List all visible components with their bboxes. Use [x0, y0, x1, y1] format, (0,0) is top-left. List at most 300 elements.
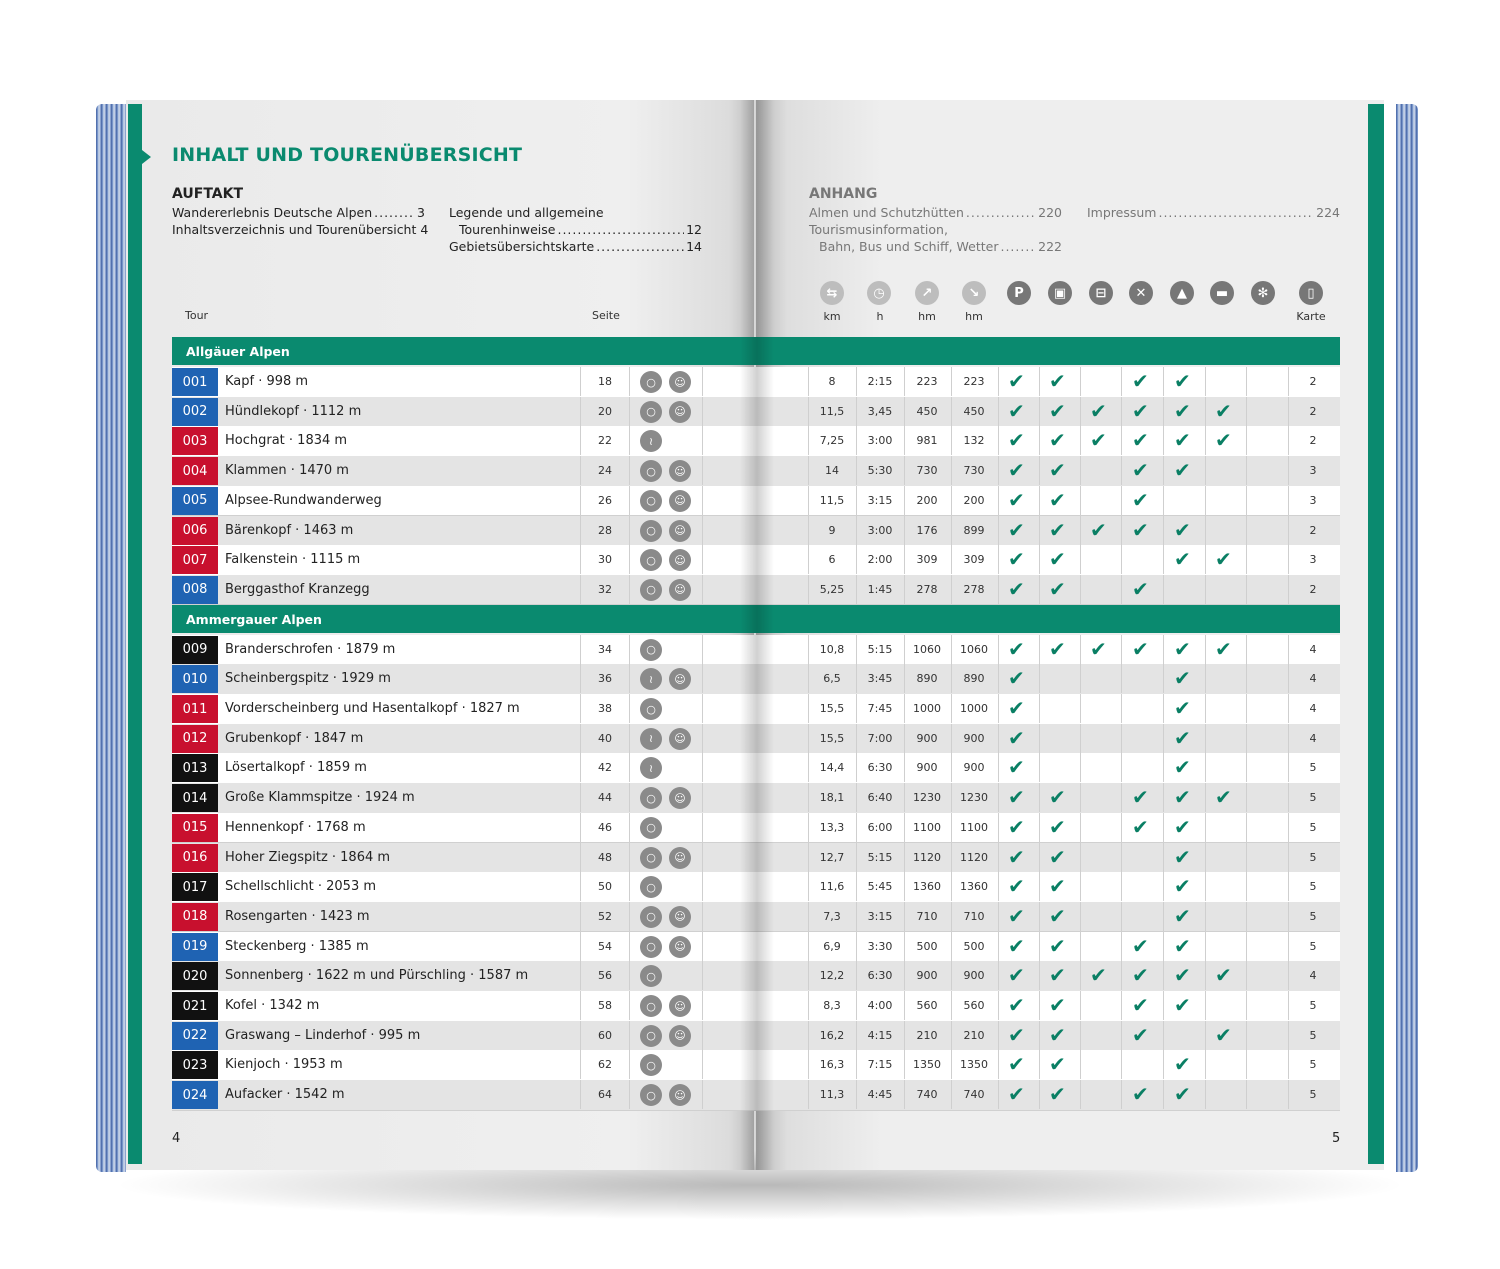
cell-divider [1121, 367, 1122, 396]
cell-divider [904, 456, 905, 485]
tour-number: 017 [172, 873, 218, 901]
tour-number: 008 [172, 576, 218, 604]
tour-name[interactable]: Kofel · 1342 m [225, 998, 320, 1013]
cell-divider [1039, 545, 1040, 574]
toc-entry-page: 222 [1038, 239, 1062, 254]
cell-divider [629, 516, 630, 545]
cell-divider [1080, 813, 1081, 842]
cell-divider [856, 843, 857, 872]
tour-h: 3:00 [867, 434, 893, 448]
check-icon: ✔ [1174, 755, 1191, 780]
tour-number: 016 [172, 844, 218, 872]
cell-divider [1163, 694, 1164, 723]
check-icon: ✔ [1008, 369, 1025, 393]
cell-divider [951, 872, 952, 901]
cell-divider [1205, 932, 1206, 961]
tour-page: 30 [598, 553, 612, 567]
cell-divider [1205, 575, 1206, 604]
cell-divider [856, 783, 857, 812]
cell-divider [1288, 694, 1289, 723]
cell-divider [808, 545, 809, 574]
cell-divider [1288, 991, 1289, 1020]
tour-page: 24 [598, 464, 612, 478]
cell-divider [856, 932, 857, 961]
cell-divider [1288, 1080, 1289, 1109]
cell-divider [1039, 902, 1040, 931]
tour-km: 15,5 [819, 702, 845, 715]
cell-divider [629, 843, 630, 872]
toc-entry-label: Tourenhinweise [459, 222, 556, 237]
loop-icon: ○ [640, 1054, 662, 1076]
cell-divider [629, 932, 630, 961]
cell-divider [951, 426, 952, 455]
difficulty-wave-icon: ≀ [640, 757, 662, 779]
cell-divider [1205, 635, 1206, 664]
cell-divider [1080, 486, 1081, 515]
tour-down: 1000 [960, 702, 988, 715]
cell-divider [1080, 872, 1081, 901]
cell-divider [1288, 545, 1289, 574]
toc-leader [596, 238, 684, 255]
tour-h: 3:30 [867, 939, 893, 953]
tour-page: 26 [598, 493, 612, 507]
cell-divider [1039, 1050, 1040, 1079]
toc-entry[interactable] [1087, 204, 1340, 221]
tour-karte: 3 [1309, 493, 1317, 507]
tour-name[interactable]: Aufacker · 1542 m [225, 1087, 345, 1103]
cell-divider [1121, 783, 1122, 812]
unit-hm-down: hm [965, 310, 983, 323]
cell-divider [1163, 753, 1164, 782]
loop-icon: ○ [640, 371, 662, 393]
toc-entry[interactable] [809, 238, 1062, 255]
cell-divider [629, 991, 630, 1020]
tour-page: 44 [598, 791, 612, 805]
toc-entry[interactable] [449, 204, 702, 221]
check-icon: ✔ [1174, 666, 1191, 691]
map-icon: ▯ [1299, 281, 1323, 305]
cell-divider [1039, 932, 1040, 961]
check-icon: ✔ [1008, 874, 1025, 899]
cell-divider [998, 664, 999, 693]
page-number-right: 5 [1332, 1131, 1341, 1146]
tour-up: 450 [916, 404, 938, 418]
check-icon: ✔ [1132, 517, 1149, 542]
snow-icon: ✻ [1251, 281, 1275, 305]
cell-divider [808, 1021, 809, 1050]
cell-divider [1039, 872, 1040, 901]
loop-icon: ○ [640, 936, 662, 958]
toc-entry-label: Bahn, Bus und Schiff, Wetter [819, 239, 999, 254]
anhang-list-2 [1087, 204, 1340, 221]
tour-karte: 4 [1309, 731, 1317, 745]
loop-icon: ○ [640, 698, 662, 720]
cell-divider [1039, 397, 1040, 426]
cell-divider [1246, 783, 1247, 812]
cell-divider [702, 1021, 703, 1050]
toc-entry-label: Gebietsübersichtskarte [449, 239, 595, 254]
cell-divider [702, 575, 703, 604]
tour-km: 9 [828, 523, 836, 537]
cell-divider [1121, 813, 1122, 842]
tour-h: 4:15 [867, 1028, 893, 1042]
cell-divider [856, 1021, 857, 1050]
check-icon: ✔ [1215, 428, 1232, 453]
tour-down: 900 [963, 731, 985, 745]
toc-entry[interactable] [809, 221, 1062, 238]
check-icon: ✔ [1174, 547, 1191, 572]
toc-entry[interactable] [172, 204, 425, 221]
cell-divider [808, 961, 809, 990]
toc-leader [374, 204, 415, 221]
check-icon: ✔ [1174, 517, 1191, 542]
tour-karte: 4 [1309, 702, 1317, 715]
cell-divider [1205, 724, 1206, 753]
cell-divider [808, 486, 809, 515]
cell-divider [629, 664, 630, 693]
cell-divider [998, 783, 999, 812]
cell-divider [1288, 635, 1289, 664]
loop-icon: ○ [640, 549, 662, 571]
cell-divider [580, 843, 581, 872]
cell-divider [856, 991, 857, 1020]
tour-h: 3:15 [867, 493, 893, 507]
tour-down: 900 [963, 761, 985, 775]
cell-divider [580, 397, 581, 426]
check-icon: ✔ [1049, 874, 1066, 899]
cell-divider [904, 753, 905, 782]
tour-name[interactable]: Lösertalkopf · 1859 m [225, 760, 367, 776]
tour-page: 18 [598, 375, 612, 388]
tour-up: 890 [916, 672, 938, 686]
check-icon: ✔ [1132, 636, 1149, 661]
cell-divider [629, 1021, 630, 1050]
cell-divider [1163, 635, 1164, 664]
tour-karte: 5 [1309, 1028, 1317, 1042]
cell-divider [1039, 1021, 1040, 1050]
cell-divider [998, 575, 999, 604]
cell-divider [1121, 724, 1122, 753]
tour-h: 2:00 [867, 553, 893, 567]
loop-icon: ○ [640, 490, 662, 512]
cell-divider [1163, 1050, 1164, 1079]
tour-km: 5,25 [819, 582, 845, 596]
tour-down: 132 [963, 434, 985, 448]
tour-up: 1360 [913, 880, 941, 894]
cell-divider [1288, 813, 1289, 842]
cell-divider [808, 426, 809, 455]
tour-name[interactable]: Alpsee-Rundwanderweg [225, 492, 382, 508]
tour-name[interactable]: Sonnenberg · 1622 m und Pürschling · 1587 m [225, 968, 529, 984]
cell-divider [951, 783, 952, 812]
check-icon: ✔ [1008, 398, 1025, 423]
cell-divider [951, 1050, 952, 1079]
check-icon: ✔ [1215, 636, 1232, 661]
cell-divider [808, 1050, 809, 1079]
tour-up: 200 [916, 493, 938, 507]
loop-icon: ○ [640, 787, 662, 809]
check-icon: ✔ [1008, 666, 1025, 691]
tour-h: 3:15 [867, 909, 893, 923]
tour-name[interactable]: Branderschrofen · 1879 m [225, 641, 396, 657]
bear-icon: ☺ [669, 995, 691, 1017]
bear-icon: ☺ [669, 1084, 691, 1106]
tour-page: 64 [598, 1088, 612, 1102]
cell-divider [1246, 635, 1247, 664]
tour-number: 018 [172, 903, 218, 931]
check-icon: ✔ [1174, 993, 1191, 1017]
cell-divider [856, 486, 857, 515]
cell-divider [951, 545, 952, 574]
cell-divider [1288, 486, 1289, 515]
check-icon: ✔ [1215, 547, 1232, 572]
tour-name[interactable]: Kapf · 998 m [225, 374, 309, 389]
cell-divider [1039, 961, 1040, 990]
check-icon: ✔ [1215, 398, 1232, 423]
toc-entry-label: Almen und Schutzhütten [809, 205, 964, 220]
cell-divider [951, 902, 952, 931]
cell-divider [856, 724, 857, 753]
cell-divider [998, 843, 999, 872]
cell-divider [1039, 516, 1040, 545]
check-icon: ✔ [1174, 428, 1191, 453]
cell-divider [808, 932, 809, 961]
check-icon: ✔ [1132, 1022, 1149, 1047]
tour-name[interactable]: Hennenkopf · 1768 m [225, 819, 366, 835]
cell-divider [1121, 872, 1122, 901]
cell-divider [951, 991, 952, 1020]
tour-name[interactable]: Große Klammspitze · 1924 m [225, 790, 415, 806]
cell-divider [1246, 486, 1247, 515]
tour-number: 006 [172, 517, 218, 545]
check-icon: ✔ [1049, 1082, 1066, 1107]
cell-divider [1080, 843, 1081, 872]
cell-divider [998, 426, 999, 455]
cell-divider [998, 724, 999, 753]
cell-divider [702, 397, 703, 426]
cell-divider [1121, 991, 1122, 1020]
check-icon: ✔ [1215, 1022, 1232, 1047]
toc-entry[interactable] [809, 204, 1062, 221]
cell-divider [1163, 961, 1164, 990]
cell-divider [904, 575, 905, 604]
tour-number: 002 [172, 398, 218, 426]
check-icon: ✔ [1132, 369, 1149, 393]
difficulty-wave-icon: ≀ [640, 728, 662, 750]
unit-km: km [823, 310, 841, 323]
unit-karte: Karte [1296, 310, 1326, 323]
unit-hm-up: hm [918, 310, 936, 323]
tour-name[interactable]: Falkenstein · 1115 m [225, 552, 361, 568]
tour-number: 013 [172, 754, 218, 782]
cell-divider [1039, 753, 1040, 782]
clock-icon: ◷ [867, 281, 891, 305]
unit-h: h [876, 310, 884, 323]
cell-divider [1080, 367, 1081, 396]
tour-name[interactable]: Hündlekopf · 1112 m [225, 403, 362, 419]
tour-name[interactable]: Schellschlicht · 2053 m [225, 879, 377, 895]
check-icon: ✔ [1174, 785, 1191, 810]
bear-icon: ☺ [669, 728, 691, 750]
tour-page: 52 [598, 909, 612, 923]
cell-divider [629, 753, 630, 782]
check-icon: ✔ [1174, 1052, 1191, 1077]
toc-entry[interactable] [449, 221, 702, 238]
cell-divider [808, 813, 809, 842]
check-icon: ✔ [1049, 487, 1066, 512]
tour-up: 278 [916, 582, 938, 596]
cell-divider [1039, 1080, 1040, 1109]
tour-karte: 2 [1309, 434, 1317, 448]
check-icon: ✔ [1132, 1082, 1149, 1107]
tour-page: 58 [598, 999, 612, 1012]
cell-divider [1205, 843, 1206, 872]
tour-name[interactable]: Kienjoch · 1953 m [225, 1057, 343, 1073]
cell-divider [629, 486, 630, 515]
tour-down: 309 [963, 553, 985, 567]
cell-divider [1246, 753, 1247, 782]
check-icon: ✔ [1132, 428, 1149, 453]
tour-name[interactable]: Scheinbergspitz · 1929 m [225, 671, 391, 687]
cell-divider [856, 367, 857, 396]
cell-divider [998, 367, 999, 396]
tour-km: 7,25 [819, 434, 845, 448]
check-icon: ✔ [1008, 933, 1025, 958]
cell-divider [1080, 664, 1081, 693]
page-edges-right [1396, 104, 1418, 1172]
cell-divider [808, 724, 809, 753]
bear-icon: ☺ [669, 490, 691, 512]
tour-down: 1230 [960, 791, 988, 805]
tour-down: 1360 [960, 880, 988, 894]
toc-entry[interactable] [449, 238, 702, 255]
bear-icon: ☺ [669, 460, 691, 482]
tour-name[interactable]: Klammen · 1470 m [225, 463, 349, 479]
tour-name[interactable]: Steckenberg · 1385 m [225, 938, 369, 954]
tour-down: 450 [963, 404, 985, 418]
cell-divider [904, 545, 905, 574]
cell-divider [1163, 932, 1164, 961]
tour-down: 560 [963, 999, 985, 1012]
cell-divider [702, 635, 703, 664]
cell-divider [580, 426, 581, 455]
cell-divider [1246, 575, 1247, 604]
cell-divider [629, 694, 630, 723]
page-heading: INHALT UND TOURENÜBERSICHT [172, 144, 523, 166]
bear-icon: ☺ [669, 371, 691, 393]
tour-up: 1120 [913, 850, 941, 864]
tour-page: 48 [598, 850, 612, 864]
cell-divider [951, 664, 952, 693]
tour-name[interactable]: Hoher Ziegspitz · 1864 m [225, 849, 391, 865]
cell-divider [1080, 724, 1081, 753]
tour-h: 2:15 [867, 375, 893, 388]
cell-divider [1288, 516, 1289, 545]
check-icon: ✔ [1174, 814, 1191, 839]
cell-divider [808, 694, 809, 723]
tour-number: 007 [172, 546, 218, 574]
cell-divider [1205, 753, 1206, 782]
tour-name[interactable]: Graswang – Linderhof · 995 m [225, 1027, 421, 1043]
tour-karte: 5 [1309, 939, 1317, 953]
cell-divider [1205, 1021, 1206, 1050]
check-icon: ✔ [1174, 725, 1191, 750]
cell-divider [1121, 961, 1122, 990]
tour-name[interactable]: Grubenkopf · 1847 m [225, 730, 364, 746]
tour-up: 900 [916, 731, 938, 745]
cell-divider [1121, 694, 1122, 723]
check-icon: ✔ [1049, 1022, 1066, 1047]
tour-karte: 5 [1309, 791, 1317, 805]
cell-divider [1080, 397, 1081, 426]
tour-name[interactable]: Vorderscheinberg und Hasentalkopf · 1827 m [225, 701, 520, 716]
check-icon: ✔ [1090, 963, 1107, 988]
cell-divider [1205, 1080, 1206, 1109]
tour-number: 019 [172, 933, 218, 961]
toc-entry[interactable] [172, 221, 429, 238]
cell-divider [702, 1080, 703, 1109]
check-icon: ✔ [1049, 547, 1066, 572]
cell-divider [998, 456, 999, 485]
cell-divider [856, 1050, 857, 1079]
check-icon: ✔ [1049, 369, 1066, 393]
tour-number: 011 [172, 695, 218, 723]
tour-name[interactable]: Hochgrat · 1834 m [225, 433, 348, 449]
tour-name[interactable]: Berggasthof Kranzegg [225, 581, 370, 597]
cell-divider [1121, 1080, 1122, 1109]
tour-up: 560 [916, 999, 938, 1012]
cell-divider [904, 902, 905, 931]
cell-divider [1163, 991, 1164, 1020]
check-icon: ✔ [1132, 814, 1149, 839]
cell-divider [998, 932, 999, 961]
check-icon: ✔ [1008, 458, 1025, 483]
tour-name[interactable]: Bärenkopf · 1463 m [225, 522, 354, 538]
tour-karte: 5 [1309, 999, 1317, 1012]
cell-divider [1246, 516, 1247, 545]
cell-divider [580, 694, 581, 723]
cell-divider [1121, 664, 1122, 693]
cell-divider [998, 516, 999, 545]
anhang-list [809, 204, 1062, 255]
cell-divider [1205, 486, 1206, 515]
tour-karte: 2 [1309, 523, 1317, 537]
toc-entry-page: 220 [1038, 205, 1062, 220]
check-icon: ✔ [1132, 576, 1149, 601]
cell-divider [1121, 545, 1122, 574]
tour-name[interactable]: Rosengarten · 1423 m [225, 908, 370, 924]
cell-divider [1039, 486, 1040, 515]
check-icon: ✔ [1008, 903, 1025, 928]
check-icon: ✔ [1008, 696, 1025, 720]
cell-divider [1205, 872, 1206, 901]
tour-number: 022 [172, 1022, 218, 1050]
cell-divider [702, 783, 703, 812]
check-icon: ✔ [1008, 428, 1025, 453]
cell-divider [1288, 575, 1289, 604]
tour-km: 18,1 [819, 791, 845, 805]
cell-divider [808, 367, 809, 396]
cell-divider [1205, 664, 1206, 693]
bear-icon: ☺ [669, 787, 691, 809]
cell-divider [580, 635, 581, 664]
check-icon: ✔ [1008, 844, 1025, 869]
cell-divider [1163, 486, 1164, 515]
cell-divider [1288, 783, 1289, 812]
cell-divider [1205, 397, 1206, 426]
cell-divider [702, 813, 703, 842]
cell-divider [629, 575, 630, 604]
